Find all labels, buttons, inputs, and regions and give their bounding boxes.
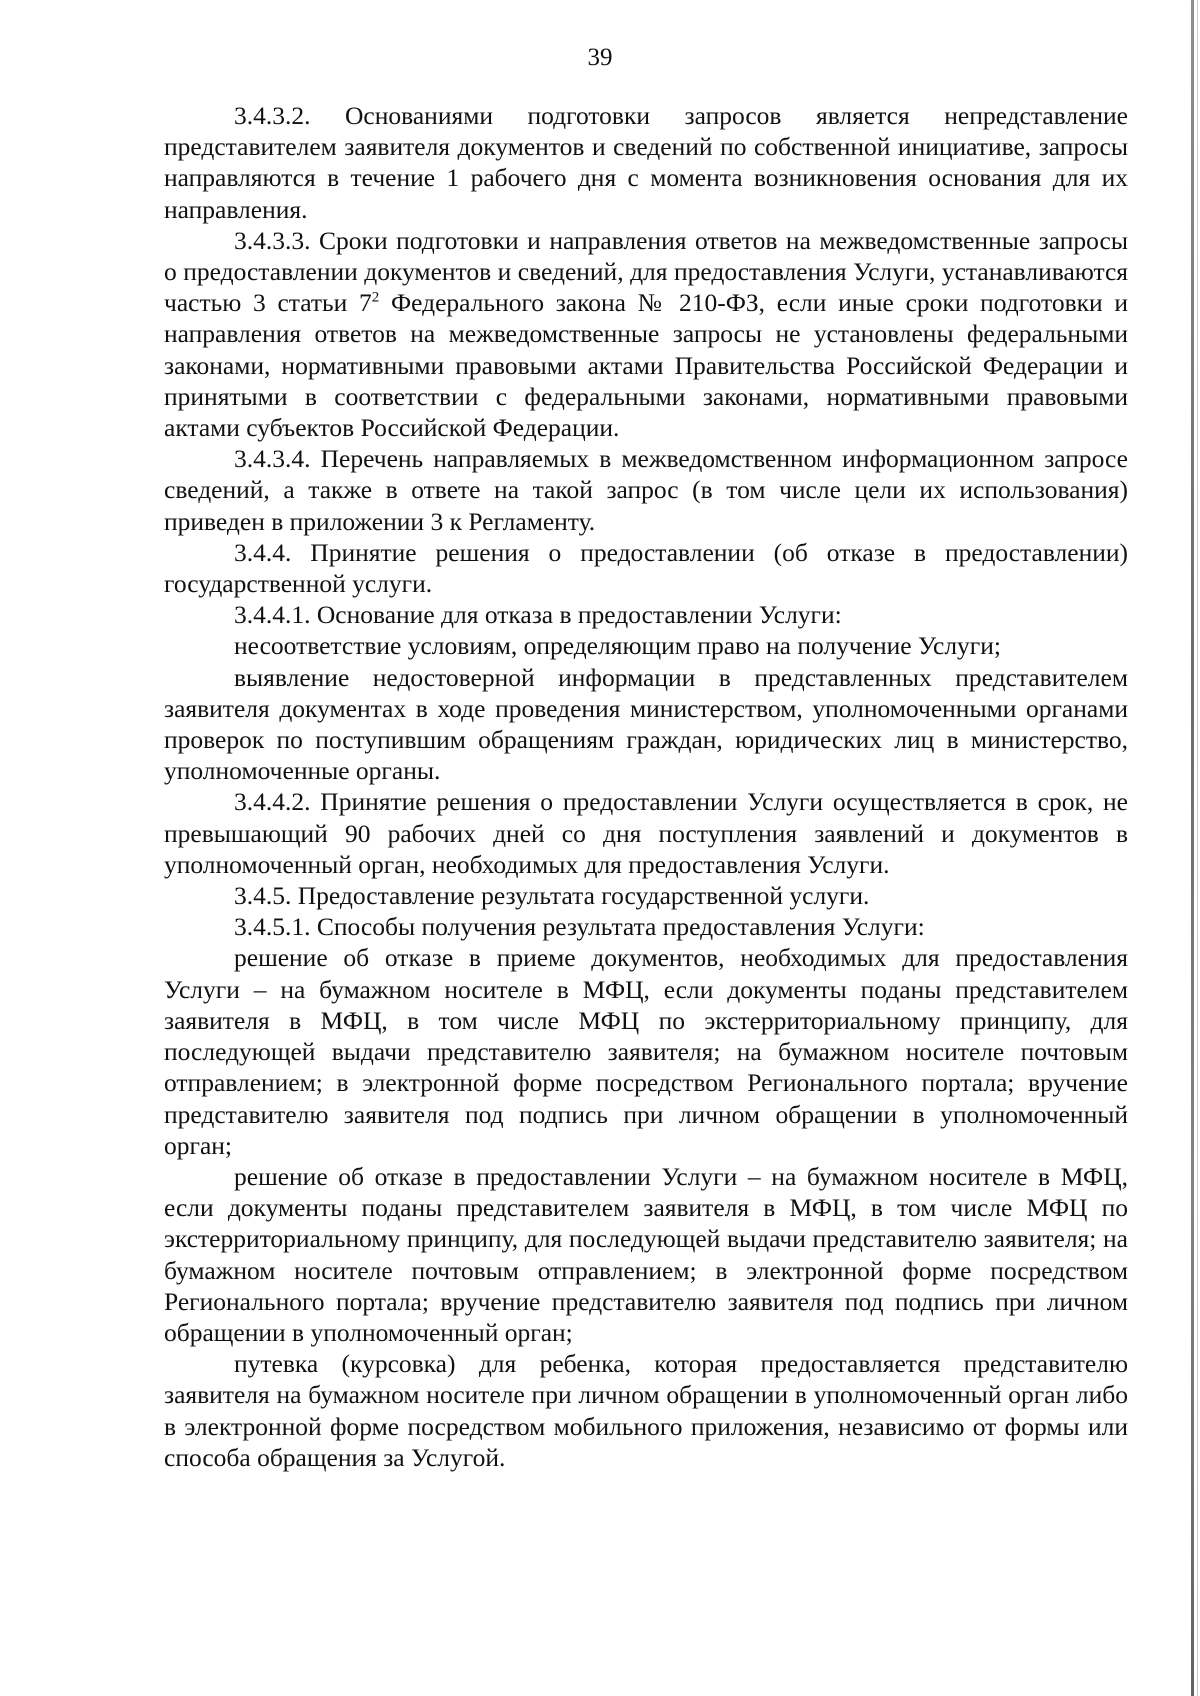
superscript-article-index: 2	[371, 289, 380, 306]
paragraph-3-4-4-2: 3.4.4.2. Принятие решения о предоставлении Услуги осуществляется в срок, не превышающий 90 рабочих дней со дня поступления заявлений и документов в уполномоченный орган, необходимых для предоставления Услуги.	[164, 787, 1128, 879]
paragraph-result-method-2: решение об отказе в предоставлении Услуги – на бумажном носителе в МФЦ, если документы поданы представителем заявителя в МФЦ, в том числе МФЦ по экстерриториальному принципу, для последующей выдачи представителю заявителя; на бумажном носителе почтовым отправлением; в электронной форме посредством Регионального портала; вручение представителю заявителя под подпись при личном обращении в уполномоченный орган;	[164, 1161, 1128, 1347]
scan-edge-shadow	[1191, 0, 1194, 1696]
paragraph-3-4-5-1: 3.4.5.1. Способы получения результата предоставления Услуги:	[234, 912, 925, 942]
paragraph-3-4-4-1: 3.4.4.1. Основание для отказа в предоставлении Услуги:	[234, 600, 842, 630]
paragraph-3-4-3-4: 3.4.3.4. Перечень направляемых в межведомственном информационном запросе сведений, а также в ответе на такой запрос (в том числе цели их использования) приведен в приложении 3 к Регламенту.	[164, 444, 1128, 536]
paragraph-result-method-1: решение об отказе в приеме документов, необходимых для предоставления Услуги – на бумажном носителе в МФЦ, если документы поданы представителем заявителя в МФЦ, в том числе МФЦ по экстерриториальному принципу, для последующей выдачи представителю заявителя; на бумажном носителе почтовым отправлением; в электронной форме посредством Регионального портала; вручение представителю заявителя под подпись при личном обращении в уполномоченный орган;	[164, 943, 1128, 1160]
paragraph-3-4-3-3-text-start: 3.4.3.3. Сроки подготовки и направления ответов на межведомственные запросы о предоставлении документов и сведений, для предоставления Услуги, устанавливаются частью 3 статьи 7	[164, 225, 1128, 318]
paragraph-3-4-3-3	[164, 225, 1128, 443]
paragraph-3-4-5: 3.4.5. Предоставление результата государственной услуги.	[234, 881, 870, 911]
paragraph-3-4-3-2: 3.4.3.2. Основаниями подготовки запросов является непредставление представителем заявителя документов и сведений по собственной инициативе, запросы направляются в течение 1 рабочего дня с момента возникновения основания для их направления.	[164, 101, 1128, 224]
paragraph-refusal-ground-2: выявление недостоверной информации в представленных представителем заявителя документах в ходе проведения министерством, уполномоченными органами проверок по поступившим обращениям граждан, юридических лиц в министерство, уполномоченные органы.	[164, 662, 1128, 786]
document-body	[164, 100, 1128, 1473]
scan-edge-line	[1197, 0, 1198, 1696]
paragraph-refusal-ground-1: несоответствие условиям, определяющим право на получение Услуги;	[234, 631, 1001, 661]
paragraph-result-method-3: путевка (курсовка) для ребенка, которая предоставляется представителю заявителя на бумажном носителе при личном обращении в уполномоченный орган либо в электронной форме посредством мобильного приложения, независимо от формы или способа обращения за Услугой.	[164, 1349, 1128, 1472]
paragraph-3-4-3-3-text-end: Федерального закона № 210-ФЗ, если иные сроки подготовки и направления ответов на межведомственные запросы не установлены федеральными законами, нормативными правовыми актами Правительства Российской Федерации и принятыми в соответствии с федеральными законами, нормативными правовыми актами субъектов Российской Федерации.	[164, 288, 1129, 443]
page-number: 39	[587, 44, 613, 71]
paragraph-3-4-4: 3.4.4. Принятие решения о предоставлении (об отказе в предоставлении) государственной услуги.	[164, 537, 1128, 599]
